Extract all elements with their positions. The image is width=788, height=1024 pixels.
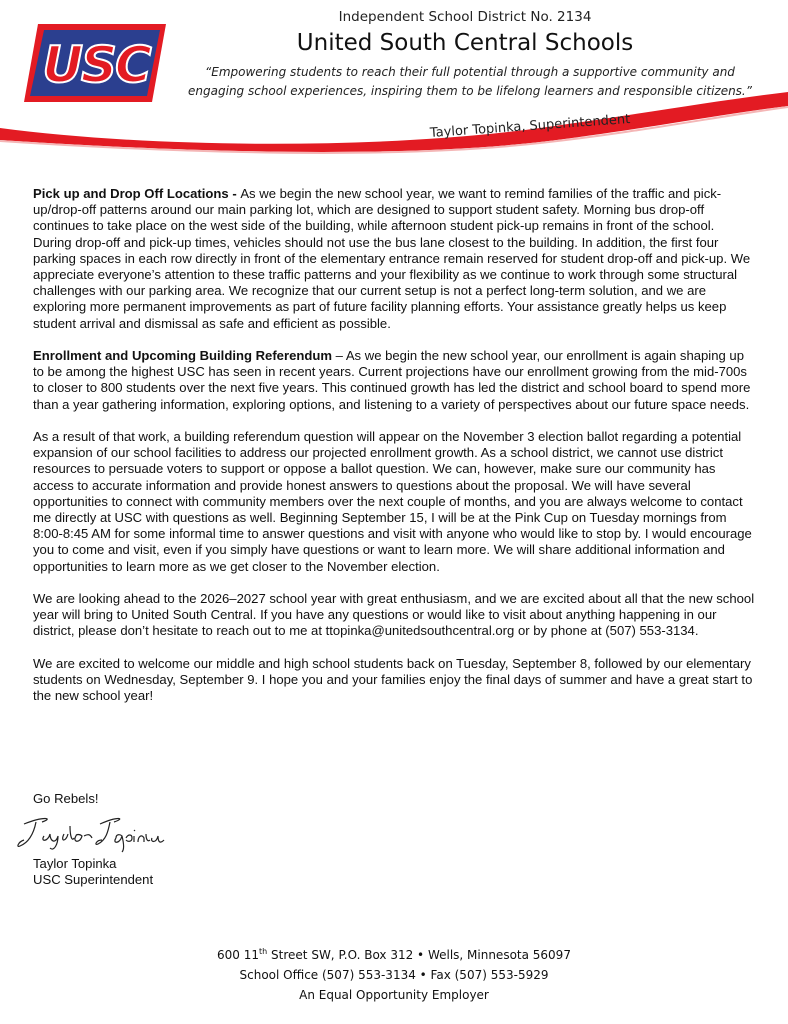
motto: “Empowering students to reach their full potential through a supportive community and engaging school experiences, inspiring them to be lifelong learners and responsible citizens.”	[188, 65, 752, 98]
paragraph-enrollment	[33, 348, 755, 413]
district-number: Independent School District No. 2134	[338, 9, 592, 25]
signer-name: Taylor Topinka	[33, 856, 117, 871]
text-enrollment: – As we begin the new school year, our enrollment is again shaping up to be among the highest USC has seen in recent years. Current projections have our enrollment growing from the mid-700s to closer to 800 students over the next five years. This continued growth has led the district and school board to spend more than a year gathering information, exploring options, and listening to a variety of perspectives about our future space needs.	[33, 348, 751, 412]
signature-text: Taylor Topinka	[14, 812, 21, 813]
letter-body	[33, 186, 755, 721]
heading-enrollment: Enrollment and Upcoming Building Referendum	[33, 348, 332, 364]
footer-address: 600 11th Street SW, P.O. Box 312 • Wells, Minnesota 56097	[217, 947, 571, 962]
paragraph-welcome: We are excited to welcome our middle and high school students back on Tuesday, September 8, followed by our elementary students on Wednesday, September 9. I hope you and your families enjoy the final days of summer and have a great start to the new school year!	[33, 655, 753, 704]
signer-title: USC Superintendent	[33, 872, 154, 887]
footer-phones: School Office (507) 553-3134 • Fax (507) 553-5929	[239, 968, 549, 982]
superintendent-name: Taylor Topinka, Superintendent	[429, 112, 631, 141]
paragraph-pickup	[33, 186, 755, 332]
paragraph-contact: We are looking ahead to the 2026–2027 school year with great enthusiasm, and we are excited about all that the new school year will bring to United South Central. If you have any questions or would like to visit about anything happening in our district, please don’t hesitate to reach out to me at ttopinka@unitedsouthcentral.org or by phone at (507) 553-3134.	[33, 591, 755, 639]
closing: Go Rebels!	[33, 791, 99, 806]
signer-block	[33, 856, 153, 888]
footer-eoe: An Equal Opportunity Employer	[299, 988, 489, 1002]
logo-text: USC	[42, 36, 150, 94]
text-pickup: As we begin the new school year, we want to remind families of the traffic and pick-up/drop-off patterns around our main parking lot, which are designed to support student safety. Morning bus drop-off continues to take place on the west side of the building, while afternoon student pick-up remains in front of the school. During drop-off and pick-up times, vehicles should not use the bus lane closest to the building. In addition, the first four parking spaces in each row directly in front of the elementary entrance remain reserved for student drop-off and pick-up. We appreciate everyone’s attention to these traffic patterns and your flexibility as we continue to work through some structural challenges with our parking area. We recognize that our current setup is not a perfect long-term solution, and we are exploring more permanent improvements as part of future facility planning efforts. Your assistance greatly helps us keep student arrival and dismissal as safe and efficient as possible.	[33, 186, 751, 331]
letterhead	[0, 0, 788, 165]
letterhead-swoosh	[0, 88, 788, 158]
handwritten-signature	[14, 812, 174, 854]
school-name: United South Central Schools	[296, 30, 634, 56]
footer	[0, 945, 788, 1005]
paragraph-referendum: As a result of that work, a building referendum question will appear on the November 3 election ballot regarding a potential expansion of our school facilities to address our projected enrollment growth. As a school district, we cannot use district resources to persuade voters to support or oppose a ballot question. We can, however, make sure our community has access to accurate information and provide honest answers to questions about the proposal. We will have several opportunities to connect with community members over the next couple of months, and you are always welcome to contact me directly at USC with questions as well. Beginning September 15, I will be at the Pink Cup on Tuesday mornings from 8:00-8:45 AM for some informal time to answer questions and visit with anyone who would like to stop by. I would encourage you to come and visit, even if you simply have questions or want to learn more. We will share additional information and opportunities to learn more as we get closer to the November election.	[33, 429, 752, 574]
heading-pickup: Pick up and Drop Off Locations -	[33, 186, 241, 201]
